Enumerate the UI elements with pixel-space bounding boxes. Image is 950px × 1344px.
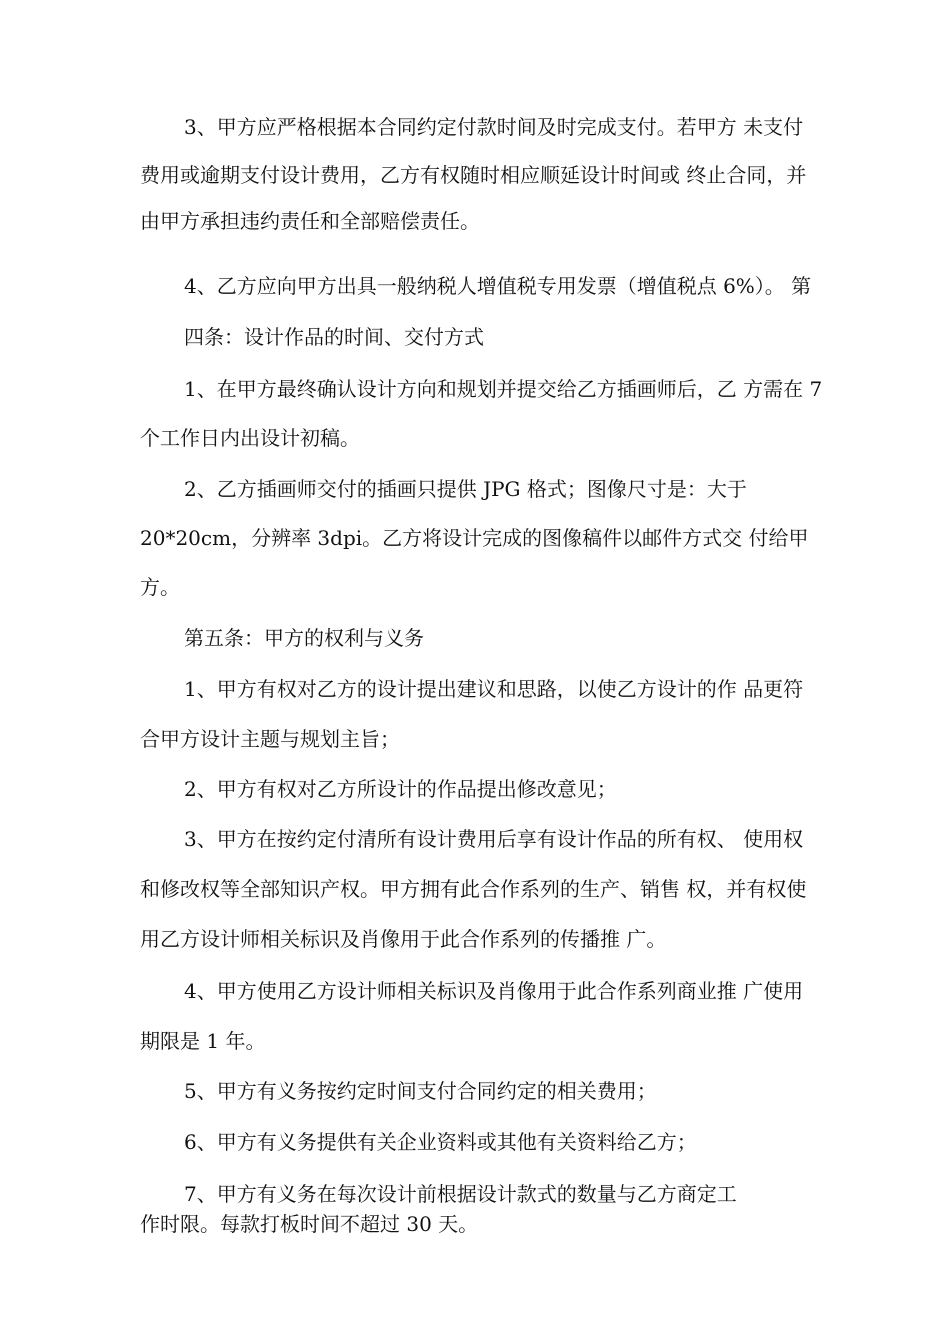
article-5-item-4-line-1: 4、甲方使用乙方设计师相关标识及肖像用于此合作系列商业推 广使用 (184, 979, 804, 1003)
article-5-item-3-line-3: 用乙方设计师相关标识及肖像用于此合作系列的传播推 广。 (140, 927, 667, 951)
article-5-item-3-line-1: 3、甲方在按约定付清所有设计费用后享有设计作品的所有权、 使用权 (184, 827, 804, 851)
article-5-item-7-line-2: 作时限。每款打板时间不超过 30 天。 (140, 1212, 479, 1236)
article-5-item-4-line-2: 期限是 1 年。 (140, 1029, 266, 1053)
clause-3-line-3: 由甲方承担违约责任和全部赔偿责任。 (140, 209, 480, 233)
article-4-item-1-line-2: 个工作日内出设计初稿。 (140, 426, 360, 450)
article-5-item-7-line-1: 7、甲方有义务在每次设计前根据设计款式的数量与乙方商定工 (184, 1182, 737, 1206)
article-4-item-1-line-1: 1、在甲方最终确认设计方向和规划并提交给乙方插画师后，乙 方需在 7 (184, 377, 823, 401)
article-4-item-2-line-2: 20*20cm，分辨率 3dpi。乙方将设计完成的图像稿件以邮件方式交 付给甲 (140, 526, 809, 550)
clause-4-line-1: 4、乙方应向甲方出具一般纳税人增值税专用发票（增值税点 6%）。 第 (184, 274, 812, 298)
clause-3-line-2: 费用或逾期支付设计费用，乙方有权随时相应顺延设计时间或 终止合同，并 (140, 163, 807, 187)
article-5-item-2: 2、甲方有权对乙方所设计的作品提出修改意见； (184, 777, 617, 801)
article-5-item-5: 5、甲方有义务按约定时间支付合同约定的相关费用； (184, 1079, 657, 1103)
article-5-item-1-line-2: 合甲方设计主题与规划主旨； (140, 727, 400, 751)
article-5-item-3-line-2: 和修改权等全部知识产权。甲方拥有此合作系列的生产、销售 权，并有权使 (140, 877, 807, 901)
article-4-heading: 四条：设计作品的时间、交付方式 (184, 325, 484, 349)
article-5-heading: 第五条：甲方的权利与义务 (184, 626, 424, 650)
article-4-item-2-line-3: 方。 (140, 575, 180, 599)
article-5-item-6: 6、甲方有义务提供有关企业资料或其他有关资料给乙方； (184, 1130, 697, 1154)
article-5-item-1-line-1: 1、甲方有权对乙方的设计提出建议和思路，以使乙方设计的作 品更符 (184, 677, 804, 701)
article-4-item-2-line-1: 2、乙方插画师交付的插画只提供 JPG 格式；图像尺寸是：大于 (184, 477, 747, 501)
clause-3-line-1: 3、甲方应严格根据本合同约定付款时间及时完成支付。若甲方 未支付 (184, 115, 804, 139)
